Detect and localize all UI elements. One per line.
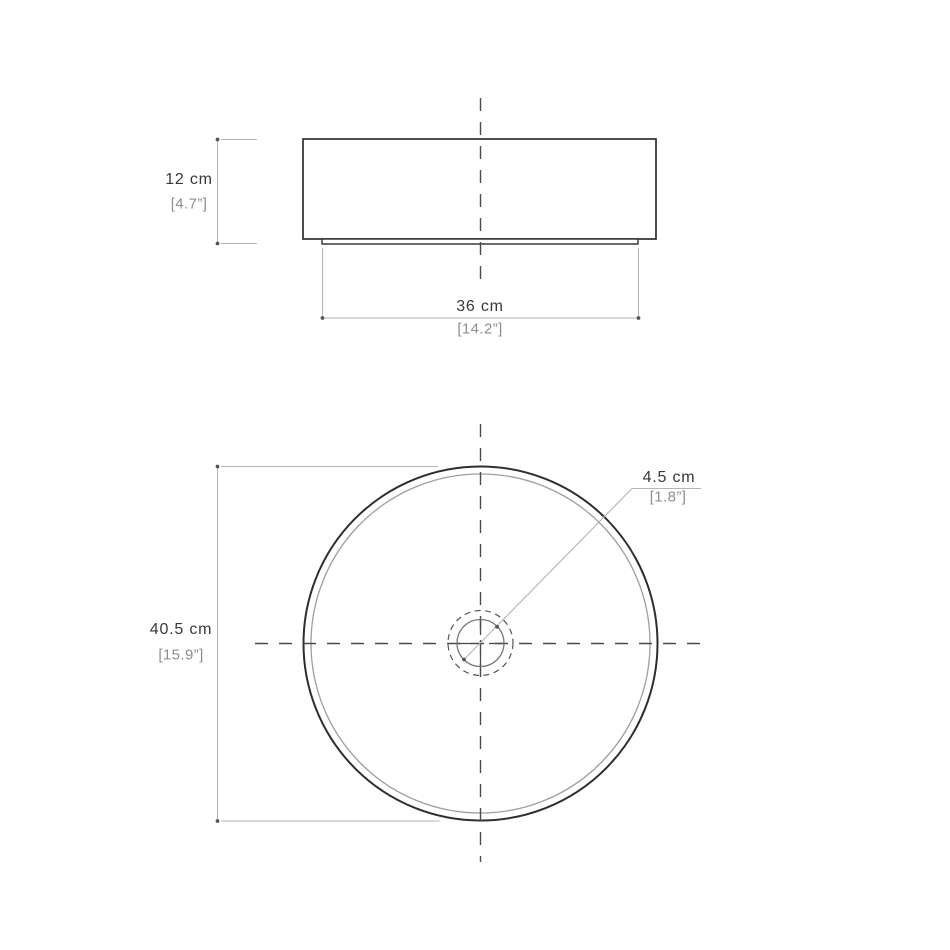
drain-diameter-imperial-label: [1.8”] [649, 488, 687, 506]
side-height-metric-label: 12 cm [165, 171, 213, 188]
height-dim-endpoint-bottom [216, 242, 220, 246]
height-dim-endpoint-top [216, 138, 220, 142]
drain-leader-endpoint-upper [495, 625, 499, 629]
side-width-imperial-label: [14.2”] [457, 320, 503, 338]
top-diameter-imperial-label: [15.9”] [158, 646, 204, 664]
diameter-dim-endpoint-bottom [216, 819, 220, 823]
diameter-dim-endpoint-top [216, 465, 220, 469]
side-view [216, 98, 656, 320]
drain-diameter-metric-label: 4.5 cm [642, 469, 696, 486]
drain-leader-endpoint-lower [462, 658, 466, 662]
width-dim-endpoint-right [637, 316, 641, 320]
side-height-imperial-label: [4.7”] [170, 195, 208, 213]
top-diameter-metric-label: 40.5 cm [149, 621, 213, 638]
width-dim-endpoint-left [321, 316, 325, 320]
side-width-metric-label: 36 cm [456, 298, 504, 315]
top-view [216, 424, 706, 862]
side-view-body-outline [303, 139, 656, 239]
